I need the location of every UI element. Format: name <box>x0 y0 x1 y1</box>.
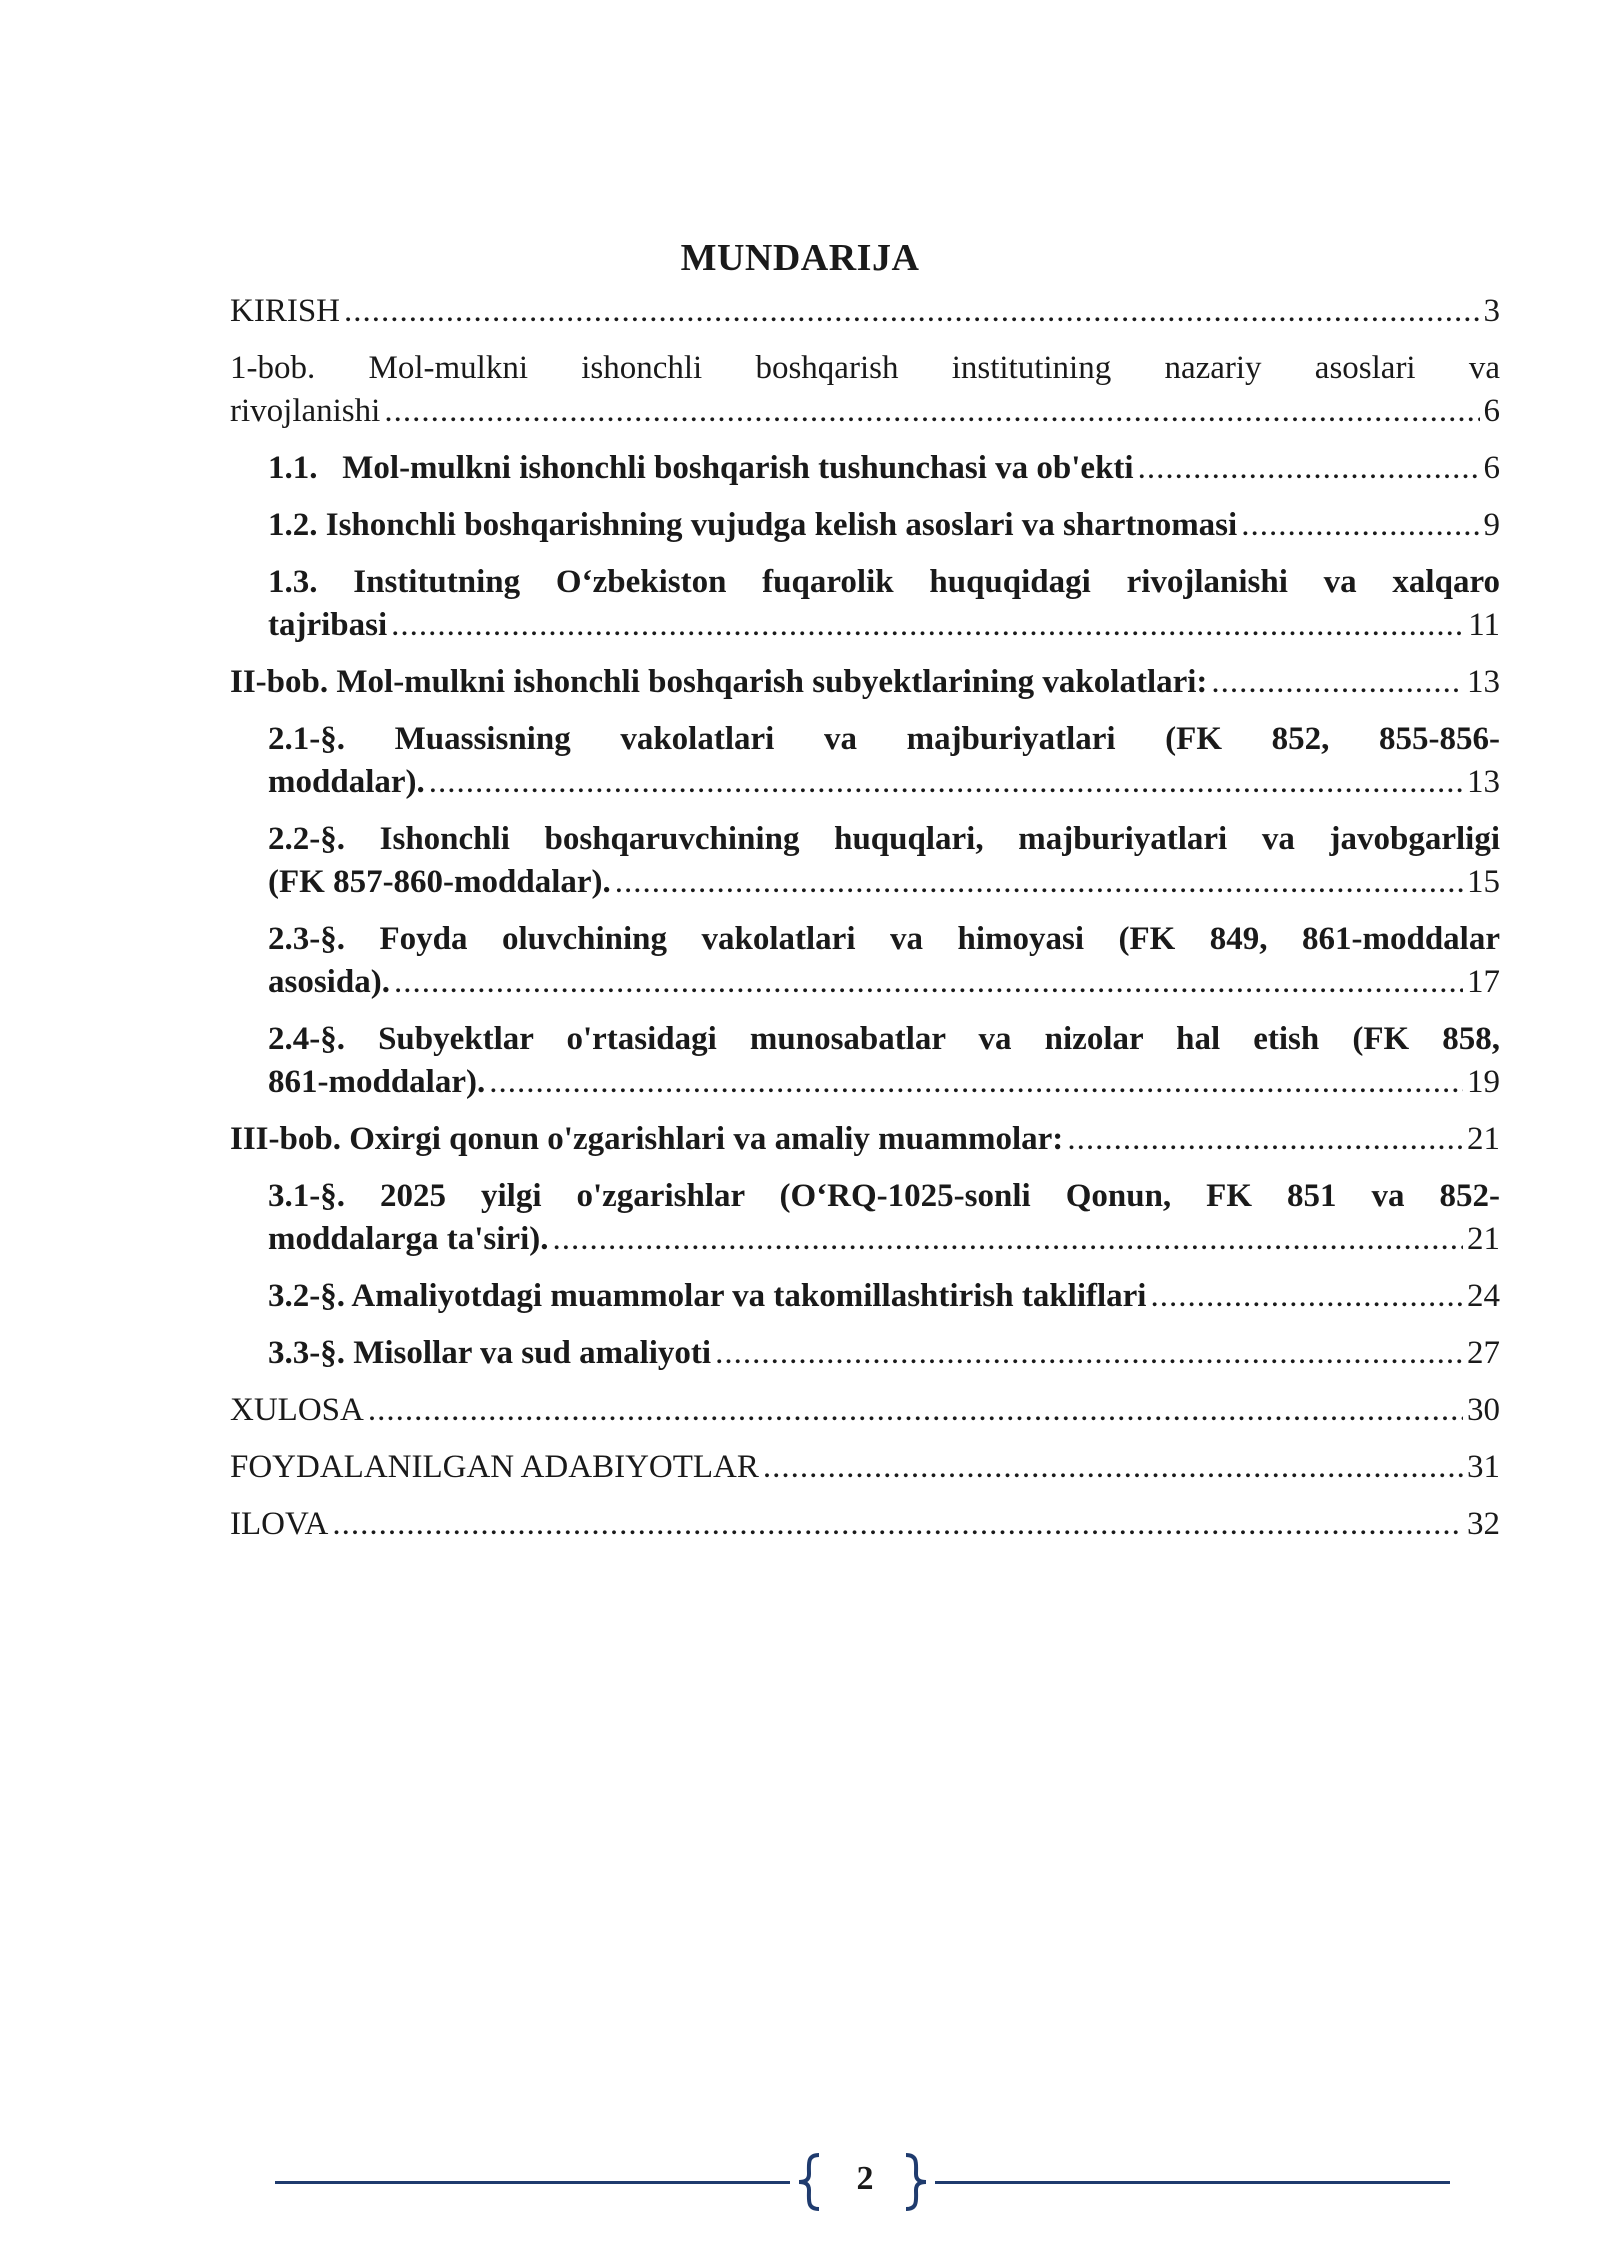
footer-rule-left <box>275 2181 790 2184</box>
toc-title: MUNDARIJA <box>680 237 920 279</box>
toc-entry-row <box>230 1389 1500 1432</box>
toc-entry-page: 24 <box>1467 1278 1500 1314</box>
toc-entry-row <box>268 861 1500 904</box>
toc-entry-title-line1: 1-bob. Mol-mulkni ishonchli boshqarish institutining nazariy asoslari va <box>230 350 1500 386</box>
toc-entry-title: (FK 857-860-moddalar). <box>268 864 611 900</box>
toc-entry-row <box>268 1061 1500 1104</box>
toc-entry-page: 15 <box>1467 864 1500 900</box>
toc-entry[interactable] <box>230 290 1500 333</box>
toc-entry[interactable] <box>268 1275 1500 1318</box>
toc-entry-row <box>230 1118 1500 1161</box>
toc-entry-page: 27 <box>1467 1335 1500 1371</box>
toc-entry-row <box>268 447 1500 490</box>
dot-leader <box>489 1061 1463 1104</box>
toc-entry[interactable] <box>268 818 1500 904</box>
toc-entry-row <box>268 1218 1500 1261</box>
dot-leader <box>1211 661 1463 704</box>
toc-entry-page: 30 <box>1467 1392 1500 1428</box>
toc-entry-title: XULOSA <box>230 1392 364 1428</box>
toc-entry-row <box>268 604 1500 647</box>
toc-entry-page: 32 <box>1467 1506 1500 1542</box>
toc-entry[interactable] <box>268 561 1500 647</box>
toc-entry[interactable] <box>230 661 1500 704</box>
page-footer <box>275 2152 1450 2212</box>
toc-entry-title: 3.2-§. Amaliyotdagi muammolar va takomillashtirish takliflari <box>268 1278 1147 1314</box>
dot-leader <box>384 390 1479 433</box>
toc-entry-page: 31 <box>1467 1449 1500 1485</box>
toc-entry-title: moddalarga ta'siri). <box>268 1221 549 1257</box>
dot-leader <box>1138 447 1480 490</box>
toc-entry-title: 1.1. Mol-mulkni ishonchli boshqarish tushunchasi va ob'ekti <box>268 450 1134 486</box>
toc-entry[interactable] <box>268 918 1500 1004</box>
dot-leader <box>391 604 1464 647</box>
toc-entry-page: 6 <box>1483 393 1500 429</box>
footer-rule-right <box>935 2181 1450 2184</box>
dot-leader <box>394 961 1463 1004</box>
toc-entry-page: 21 <box>1467 1121 1500 1157</box>
left-brace-icon <box>795 2152 825 2212</box>
dot-leader <box>344 290 1479 333</box>
toc-entry-title-line1: 2.1-§. Muassisning vakolatlari va majburiyatlari (FK 852, 855-856- <box>268 721 1500 757</box>
toc-entry-row <box>230 1446 1500 1489</box>
dot-leader <box>615 861 1463 904</box>
toc-entry[interactable] <box>230 347 1500 433</box>
toc-entry-title: KIRISH <box>230 293 341 329</box>
dot-leader <box>429 761 1463 804</box>
toc-entry-title: 1.2. Ishonchli boshqarishning vujudga kelish asoslari va shartnomasi <box>268 507 1238 543</box>
toc-entry-title: moddalar). <box>268 764 425 800</box>
dot-leader <box>368 1389 1463 1432</box>
toc-entry-title-line1: 2.3-§. Foyda oluvchining vakolatlari va himoyasi (FK 849, 861-moddalar <box>268 921 1500 957</box>
toc-entry[interactable] <box>268 447 1500 490</box>
toc-entry-title: 3.3-§. Misollar va sud amaliyoti <box>268 1335 712 1371</box>
toc-entry-title: rivojlanishi <box>230 393 381 429</box>
toc-entry-title: 861-moddalar). <box>268 1064 486 1100</box>
toc-entry[interactable] <box>268 1175 1500 1261</box>
toc-entry-row <box>268 1275 1500 1318</box>
toc-entry-page: 3 <box>1483 293 1500 329</box>
dot-leader <box>552 1218 1463 1261</box>
toc-entry-row <box>268 504 1500 547</box>
toc-entry-row <box>230 1503 1500 1546</box>
toc-entry[interactable] <box>268 504 1500 547</box>
toc-entry-title: II-bob. Mol-mulkni ishonchli boshqarish subyektlarining vakolatlari: <box>230 664 1208 700</box>
toc-entry[interactable] <box>230 1389 1500 1432</box>
toc-entry[interactable] <box>230 1118 1500 1161</box>
right-brace-icon <box>900 2152 930 2212</box>
toc-entry-title: tajribasi <box>268 607 388 643</box>
toc-entry-title-line1: 1.3. Institutning O‘zbekiston fuqarolik huquqidagi rivojlanishi va xalqaro <box>268 564 1500 600</box>
toc-entry-row <box>230 661 1500 704</box>
toc-entry-row <box>268 1332 1500 1375</box>
toc-entry[interactable] <box>268 1018 1500 1104</box>
toc-entry-title: FOYDALANILGAN ADABIYOTLAR <box>230 1449 759 1485</box>
toc-entry-page: 19 <box>1467 1064 1500 1100</box>
toc-entry-page: 13 <box>1467 764 1500 800</box>
toc-entry-page: 11 <box>1468 607 1500 643</box>
toc-entry-page: 21 <box>1467 1221 1500 1257</box>
toc-entry-title-line1: 2.4-§. Subyektlar o'rtasidagi munosabatlar va nizolar hal etish (FK 858, <box>268 1021 1500 1057</box>
toc-entry-row <box>230 390 1500 433</box>
toc-entry-title: ILOVA <box>230 1506 329 1542</box>
dot-leader <box>1241 504 1479 547</box>
toc-entry-row <box>268 761 1500 804</box>
toc-entry[interactable] <box>230 1446 1500 1489</box>
toc-entry[interactable] <box>230 1503 1500 1546</box>
toc-entry-title-line1: 3.1-§. 2025 yilgi o'zgarishlar (O‘RQ-1025-sonli Qonun, FK 851 va 852- <box>268 1178 1500 1214</box>
toc-entry[interactable] <box>268 718 1500 804</box>
toc-entry-page: 6 <box>1483 450 1500 486</box>
toc-entry-title-line1: 2.2-§. Ishonchli boshqaruvchining huquqlari, majburiyatlari va javobgarligi <box>268 821 1500 857</box>
table-of-contents <box>230 290 1500 1560</box>
page-number: 2 <box>856 2160 874 2197</box>
toc-entry-title: asosida). <box>268 964 390 1000</box>
dot-leader <box>763 1446 1463 1489</box>
dot-leader <box>332 1503 1463 1546</box>
dot-leader <box>715 1332 1463 1375</box>
toc-entry[interactable] <box>268 1332 1500 1375</box>
toc-entry-title: III-bob. Oxirgi qonun o'zgarishlari va amaliy muammolar: <box>230 1121 1064 1157</box>
toc-entry-page: 13 <box>1467 664 1500 700</box>
dot-leader <box>1150 1275 1463 1318</box>
dot-leader <box>1067 1118 1463 1161</box>
toc-entry-row <box>268 961 1500 1004</box>
toc-entry-row <box>230 290 1500 333</box>
toc-entry-page: 9 <box>1483 507 1500 543</box>
toc-entry-page: 17 <box>1467 964 1500 1000</box>
